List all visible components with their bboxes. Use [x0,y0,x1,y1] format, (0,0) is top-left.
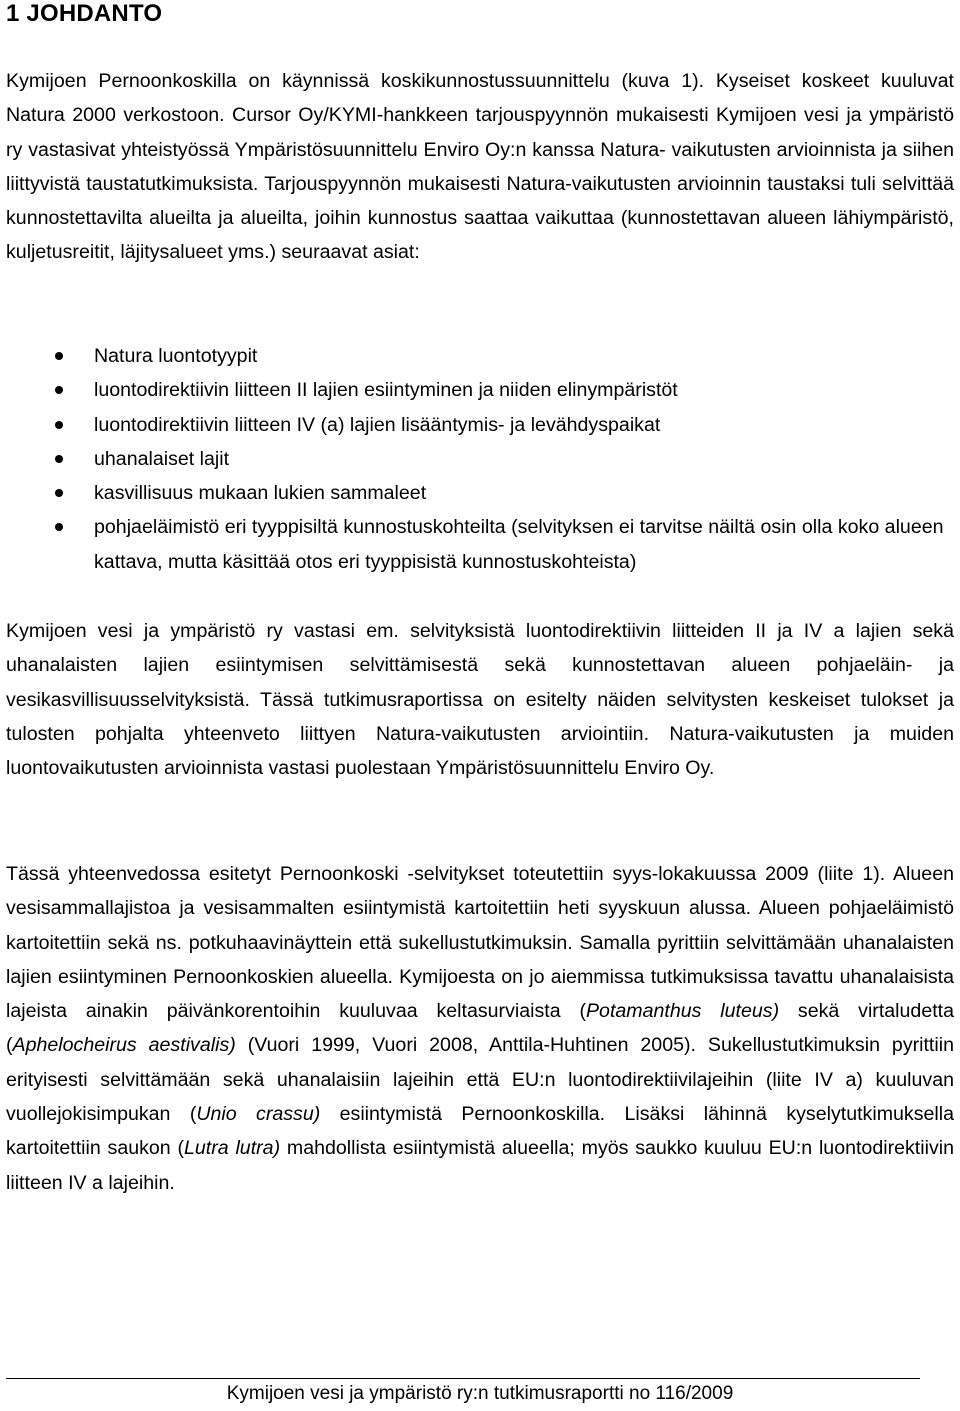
bullet-item [0,339,954,373]
bullet-item [0,408,954,442]
species-name: Potamanthus luteus) [585,1000,780,1023]
responsibilities-paragraph: Kymijoen vesi ja ympäristö ry vastasi em. selvityksistä luontodirektiivin liitteiden II ja IV a lajien sekä uhanalaisten lajien esiintymisen selvittämisestä sekä kunnostettavan alueen pohjaeläin- ja vesikasvillisuusselvityksistä. Tässä tutkimusraportissa on esitelty näiden selvitysten keskeiset tulokset ja tulosten pohjalta yhteenveto liittyen Natura-vaikutusten arviointiin. Natura-vaikutusten ja muiden luontovaikutusten arvioinnista vastasi puolestaan Ympäristösuunnittelu Enviro Oy. [6,620,954,780]
surveys-text: sekä virtaludetta ( [6,1000,955,1057]
footer-divider [6,1378,920,1379]
surveys-text: (Vuori 1999, Vuori 2008, Anttila-Huhtinen 2005). Sukellustutkimuksin pyrittiin erityisesti selvittämään sekä uhanalaisiin lajeihin että EU:n luontodirektiivilajeihin (liite IV a) kuuluvan vuollejokisimpukan ( [6,1034,954,1126]
bullet-text: luontodirektiivin liitteen IV (a) lajien lisääntymis- ja levähdyspaikat [94,413,661,436]
species-name: Aphelocheirus aestivalis) [12,1034,236,1057]
bullet-text: kasvillisuus mukaan lukien sammaleet [94,482,427,505]
bullet-text: pohjaeläimistö eri tyyppisiltä kunnostuskohteilta (selvityksen ei tarvitse näiltä osin olla koko alueen kattava, mutta käsittää otos eri tyyppisistä kunnostuskohteista) [94,516,944,573]
bullet-item [0,442,954,476]
surveys-text: esiintymistä Pernoonkoskilla. Lisäksi lähinnä kyselytutkimuksella kartoitettiin saukon ( [6,1103,955,1160]
bullet-dot-icon [55,421,63,429]
bullet-list [0,339,954,579]
species-name: Unio crassu) [196,1103,321,1126]
page-footer: Kymijoen vesi ja ympäristö ry:n tutkimusraportti no 116/2009 [226,1383,734,1404]
bullet-text: luontodirektiivin liitteen II lajien esiintyminen ja niiden elinympäristöt [94,379,678,402]
surveys-text: mahdollista esiintymistä alueella; myös saukko kuuluu EU:n luontodirektiivin liitteen IV a lajeihin. [6,1137,954,1194]
bullet-dot-icon [55,352,63,360]
section-heading: 1 JOHDANTO [6,0,163,27]
intro-paragraph: Kymijoen Pernoonkoskilla on käynnissä koskikunnostussuunnittelu (kuva 1). Kyseiset koskeet kuuluvat Natura 2000 verkostoon. Cursor Oy/KYMI-hankkeen tarjouspyynnön mukaisesti Kymijoen vesi ja ympäristö ry vastasivat yhteistyössä Ympäristösuunnittelu Enviro Oy:n kanssa Natura- vaikutusten arvioinnista ja siihen liittyvistä taustatutkimuksista. Tarjouspyynnön mukaisesti Natura-vaikutusten arvioinnin taustaksi tuli selvittää kunnostettavilta alueilta ja alueilta, joihin kunnostus saattaa vaikuttaa (kunnostettavan alueen lähiympäristö, kuljetusreitit, läjitysalueet yms.) seuraavat asiat: [6,70,954,264]
species-name: Lutra lutra) [184,1137,281,1160]
bullet-text: uhanalaiset lajit [94,447,230,470]
bullet-dot-icon [55,489,63,497]
bullet-item [0,476,954,510]
surveys-text: Tässä yhteenvedossa esitetyt Pernoonkoski -selvitykset toteutettiin syys-lokakuussa 2009 (liite 1). Alueen vesisammallajistoa ja vesisammalten esiintymistä kartoitettiin heti syyskuun alussa. Alueen pohjaeläimistö kartoitettiin sekä ns. potkuhaavinäyttein että sukellustutkimuksin. Samalla pyrittiin selvittämään uhanalaisten lajien esiintyminen Pernoonkoskien alueella. Kymijoesta on jo aiemmissa tutkimuksissa tavattu uhanalaisista lajeista ainakin päivänkorentoihin kuuluvaa keltasurviaista ( [6,863,954,1023]
bullet-text: Natura luontotyypit [94,345,258,367]
bullet-dot-icon [55,523,63,531]
bullet-dot-icon [55,455,63,463]
surveys-paragraph [6,857,954,1200]
bullet-item [0,510,954,579]
bullet-dot-icon [55,386,63,394]
bullet-item [0,373,954,407]
